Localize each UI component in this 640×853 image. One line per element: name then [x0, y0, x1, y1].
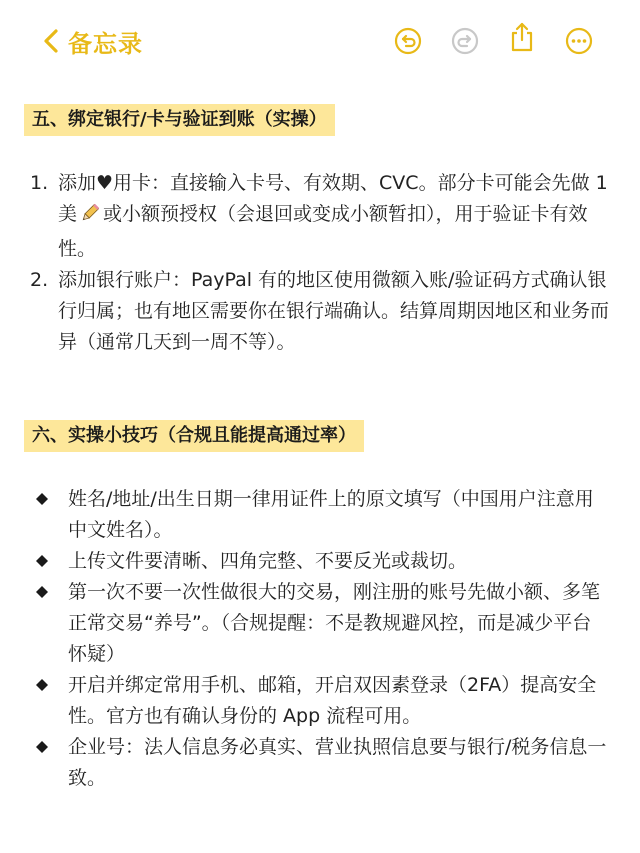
bullet-list-item — [30, 670, 610, 732]
section-6-bullet-list — [30, 484, 610, 794]
more-icon — [565, 27, 593, 55]
numbered-list-item — [30, 168, 610, 265]
bullet-list-item — [30, 546, 610, 577]
diamond-bullet-icon — [36, 741, 48, 753]
section-5-title: 五、绑定银行/卡与验证到账（实操） — [24, 104, 335, 136]
diamond-bullet-icon — [36, 493, 48, 505]
diamond-bullet-icon — [36, 555, 48, 567]
list-number: 1. — [30, 172, 49, 194]
list-item-text: 添加银行账户：PayPal 有的地区使用微额入账/验证码方式确认银行归属；也有地区需要你在银行端确认。结算周期因地区和业务而异（通常几天到一周不等）。 — [58, 269, 610, 353]
list-item-text: 第一次不要一次性做很大的交易，刚注册的账号先做小额、多笔正常交易“养号”。（合规提醒：不是教规避风控，而是减少平台怀疑） — [68, 581, 601, 665]
list-item-text: 企业号：法人信息务必真实、营业执照信息要与银行/税务信息一致。 — [68, 736, 607, 789]
undo-icon — [394, 27, 422, 55]
redo-button[interactable] — [450, 26, 480, 56]
section-5-numbered-list — [30, 168, 610, 358]
back-button[interactable] — [42, 24, 143, 58]
bullet-list-item — [30, 732, 610, 794]
diamond-bullet-icon — [36, 679, 48, 691]
list-item-text: 添加♥用卡：直接输入卡号、有效期、CVC。部分卡可能会先做 1 美 — [58, 172, 608, 225]
bullet-list-item — [30, 577, 610, 670]
redo-icon — [451, 27, 479, 55]
list-item-text: 开启并绑定常用手机、邮箱，开启双因素登录（2FA）提高安全性。官方也有确认身份的 App 流程可用。 — [68, 674, 597, 727]
list-item-text-continued: 或小额预授权（会退回或变成小额暂扣），用于验证卡有效性。 — [58, 203, 588, 260]
bullet-list-item — [30, 484, 610, 546]
share-icon — [508, 21, 536, 53]
chevron-left-icon — [42, 28, 60, 54]
section-6-title: 六、实操小技巧（合规且能提高通过率） — [24, 420, 364, 452]
back-label: 备忘录 — [68, 29, 143, 58]
share-button[interactable] — [507, 22, 537, 52]
top-navigation-bar — [0, 0, 640, 84]
list-item-text: 姓名/地址/出生日期一律用证件上的原文填写（中国用户注意用中文姓名）。 — [68, 488, 594, 541]
numbered-list-item — [30, 265, 610, 358]
diamond-bullet-icon — [36, 586, 48, 598]
more-options-button[interactable] — [564, 26, 594, 56]
list-item-text: 上传文件要清晰、四角完整、不要反光或裁切。 — [68, 550, 468, 572]
list-number: 2. — [30, 269, 49, 291]
pencil-icon — [79, 202, 101, 234]
undo-button[interactable] — [393, 26, 423, 56]
